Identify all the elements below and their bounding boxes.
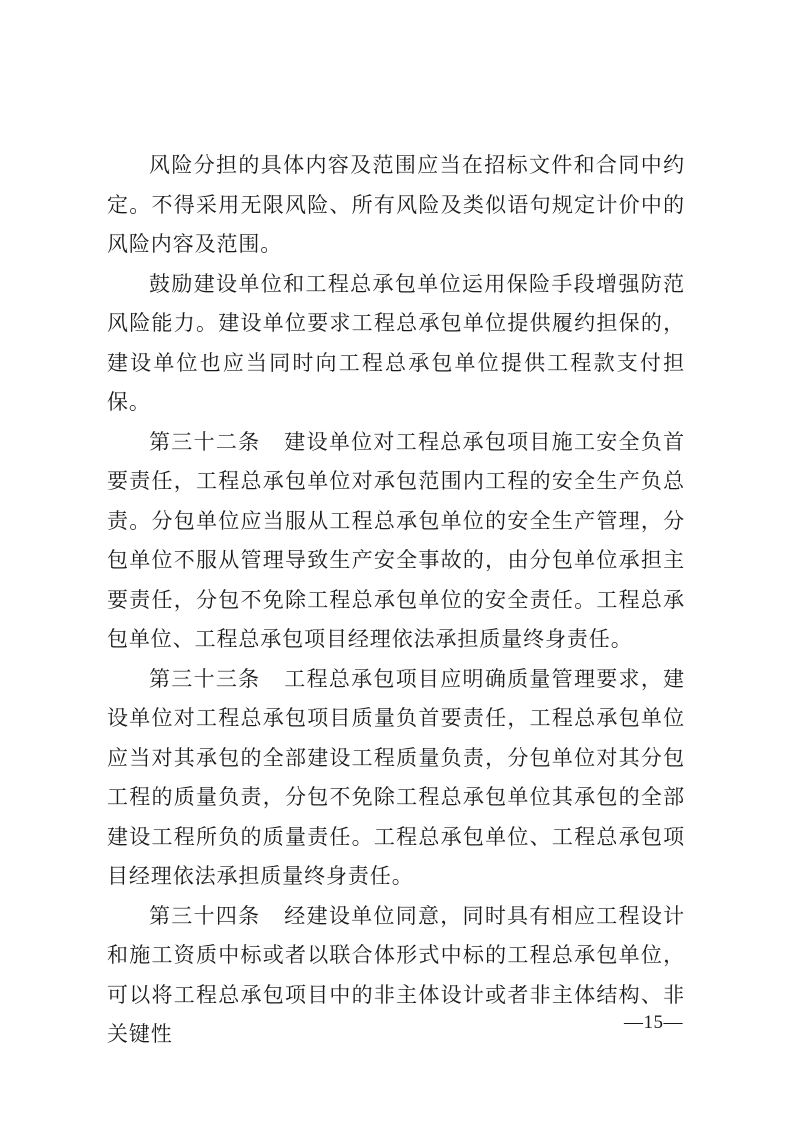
article-text: 经建设单位同意，同时具有相应工程设计和施工资质中标或者以联合体形式中标的工程总承包单位，可以将工程总承包项目中的非主体设计或者非主体结构、非关键性 [107, 903, 685, 1046]
article-label: 第三十三条 [149, 666, 261, 691]
paragraph-text: 风险分担的具体内容及范围应当在招标文件和合同中约定。不得采用无限风险、所有风险及类似语句规定计价中的风险内容及范围。 [107, 153, 685, 256]
article-text: 建设单位对工程总承包项目施工安全负首要责任，工程总承包单位对承包范围内工程的安全生产负总责。分包单位应当服从工程总承包单位的安全生产管理，分包单位不服从管理导致生产安全事故的，由分包单位承担主要责任，分包不免除工程总承包单位的安全责任。工程总承包单位、工程总承包项目经理依法承担质量终身责任。 [107, 429, 685, 651]
page-number: —15— [624, 1012, 683, 1033]
paragraph-risk-sharing [107, 146, 685, 265]
article-text: 工程总承包项目应明确质量管理要求，建设单位对工程总承包项目质量负首要责任，工程总承包单位应当对其承包的全部建设工程质量负责，分包单位对其分包工程的质量负责，分包不免除工程总承包单位其承包的全部建设工程所负的质量责任。工程总承包单位、工程总承包项目经理依法承担质量终身责任。 [107, 666, 685, 888]
article-34 [107, 897, 685, 1055]
paragraph-text: 鼓励建设单位和工程总承包单位运用保险手段增强防范风险能力。建设单位要求工程总承包单位提供履约担保的，建设单位也应当同时向工程总承包单位提供工程款支付担保。 [107, 271, 685, 414]
body-text [107, 146, 685, 1055]
article-label: 第三十四条 [149, 903, 261, 928]
article-33 [107, 660, 685, 897]
article-label: 第三十二条 [149, 429, 261, 454]
article-32 [107, 423, 685, 660]
paragraph-insurance [107, 265, 685, 423]
